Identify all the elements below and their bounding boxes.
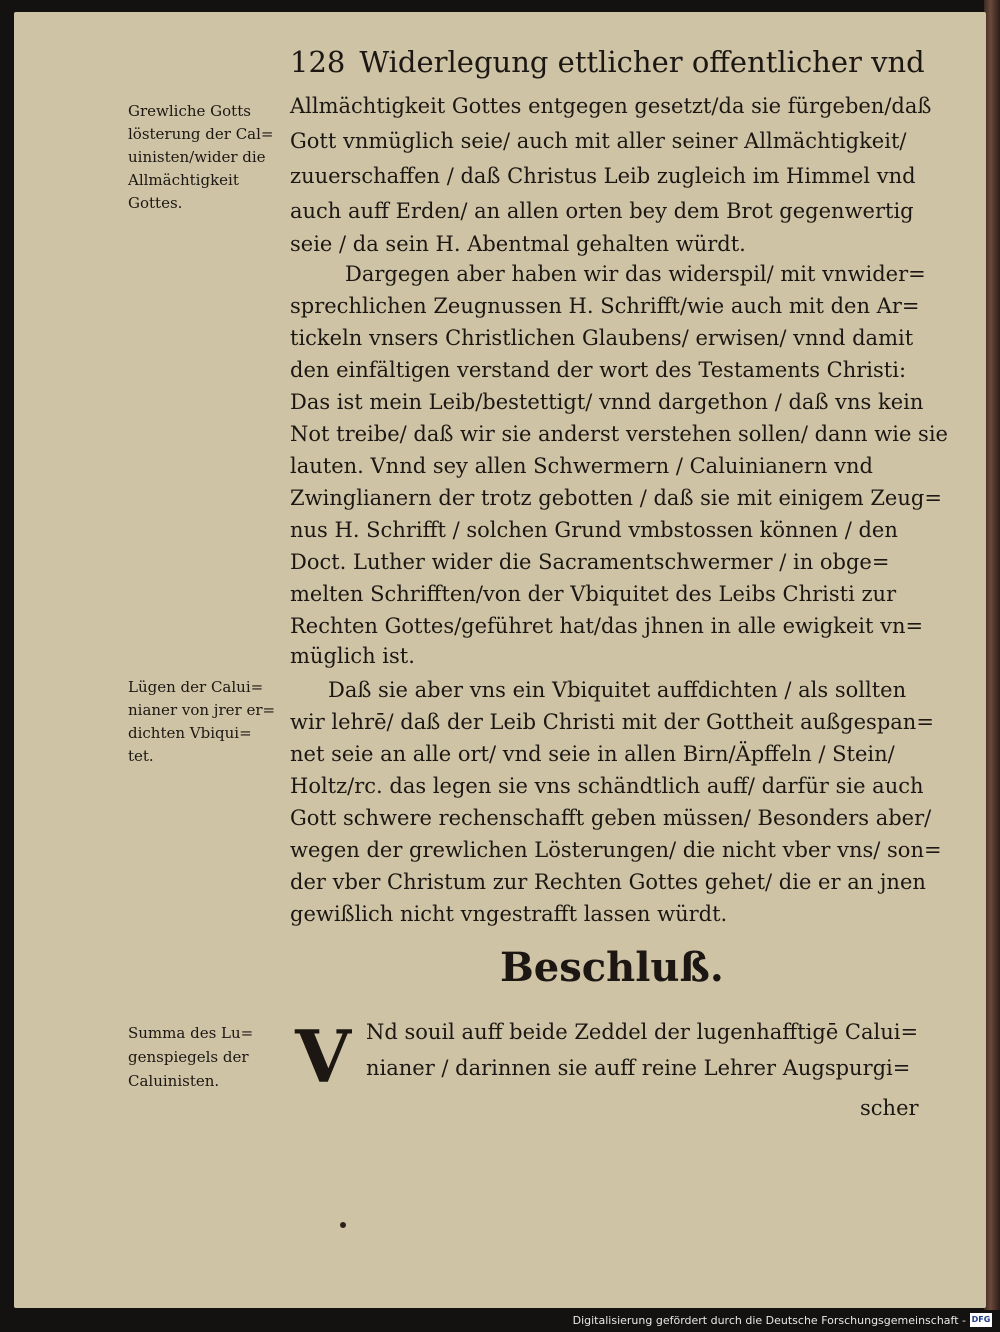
text-line: tickeln vnsers Christlichen Glaubens/ erwisen/ vnnd damit [290, 326, 914, 350]
text-line: Daß sie aber vns ein Vbiquitet auffdichten / als sollten [328, 678, 907, 702]
page-number: 128 [290, 45, 346, 79]
text-line: lauten. Vnnd sey allen Schwermern / Caluinianern vnd [290, 454, 873, 478]
text-line: Not treibe/ daß wir sie anderst verstehen sollen/ dann wie sie [290, 422, 948, 446]
text-line: seie / da sein H. Abentmal gehalten würdt. [290, 232, 746, 256]
text-line: Holtz/rc. das legen sie vns schändtlich auff/ darfür sie auch [290, 774, 924, 798]
ink-dot [340, 1222, 346, 1228]
text-line: der vber Christum zur Rechten Gottes gehet/ die er an jnen [290, 870, 926, 894]
catchword: scher [860, 1096, 919, 1120]
margin-line: Grewliche Gotts [128, 102, 251, 120]
margin-line: dichten Vbiqui= [128, 724, 252, 742]
text-line: Nd souil auff beide Zeddel der lugenhafftigē Calui= [366, 1020, 919, 1044]
dfg-logo: DFG [970, 1313, 992, 1327]
text-line: gewißlich nicht vngestrafft lassen würdt. [290, 902, 728, 926]
text-line: auch auff Erden/ an allen orten bey dem Brot gegenwertig [290, 199, 914, 223]
margin-line: nianer von jrer er= [128, 701, 276, 719]
text-line: wegen der grewlichen Lösterungen/ die nicht vber vns/ son= [290, 838, 942, 862]
section-heading: Beschluß. [500, 944, 724, 991]
text-line: den einfältigen verstand der wort des Testaments Christi: [290, 358, 907, 382]
running-header [290, 38, 925, 86]
text-line: müglich ist. [290, 644, 415, 668]
text-line: Doct. Luther wider die Sacramentschwermer / in obge= [290, 550, 890, 574]
text-line: Gott schwere rechenschafft geben müssen/ Besonders aber/ [290, 806, 932, 830]
text-line: Dargegen aber haben wir das widerspil/ mit vnwider= [345, 262, 926, 286]
text-line: wir lehrē/ daß der Leib Christi mit der Gottheit außgespan= [290, 710, 934, 734]
digitization-credit: Digitalisierung gefördert durch die Deutsche Forschungsgemeinschaft - [572, 1314, 966, 1327]
text-line: Das ist mein Leib/bestettigt/ vnnd dargethon / daß vns kein [290, 390, 924, 414]
margin-line: uinisten/wider die [128, 148, 266, 166]
margin-line: Summa des Lu= [128, 1024, 254, 1042]
margin-line: Gottes. [128, 194, 183, 212]
text-line: Allmächtigkeit Gottes entgegen gesetzt/da sie fürgeben/daß [290, 94, 932, 118]
margin-line: genspiegels der [128, 1048, 249, 1066]
margin-line: tet. [128, 747, 154, 765]
text-line: nus H. Schrifft / solchen Grund vmbstossen können / den [290, 518, 898, 542]
margin-line: Allmächtigkeit [128, 171, 239, 189]
decorated-initial: V [295, 1014, 351, 1099]
text-line: sprechlichen Zeugnussen H. Schrifft/wie auch mit den Ar= [290, 294, 920, 318]
running-title: Widerlegung ettlicher offentlicher vnd [359, 45, 925, 79]
margin-line: Caluinisten. [128, 1072, 220, 1090]
margin-line: lösterung der Cal= [128, 125, 274, 143]
text-line: Zwinglianern der trotz gebotten / daß sie mit einigem Zeug= [290, 486, 942, 510]
text-line: melten Schrifften/von der Vbiquitet des Leibs Christi zur [290, 582, 897, 606]
text-line: Gott vnmüglich seie/ auch mit aller seiner Allmächtigkeit/ [290, 129, 907, 153]
book-edge [984, 0, 1000, 1310]
text-line: zuuerschaffen / daß Christus Leib zugleich im Himmel vnd [290, 164, 916, 188]
text-line: net seie an alle ort/ vnd seie in allen Birn/Äpffeln / Stein/ [290, 742, 895, 766]
text-line: Rechten Gottes/geführet hat/das jhnen in alle ewigkeit vn= [290, 614, 924, 638]
text-line: nianer / darinnen sie auff reine Lehrer Augspurgi= [366, 1056, 911, 1080]
margin-line: Lügen der Calui= [128, 678, 264, 696]
